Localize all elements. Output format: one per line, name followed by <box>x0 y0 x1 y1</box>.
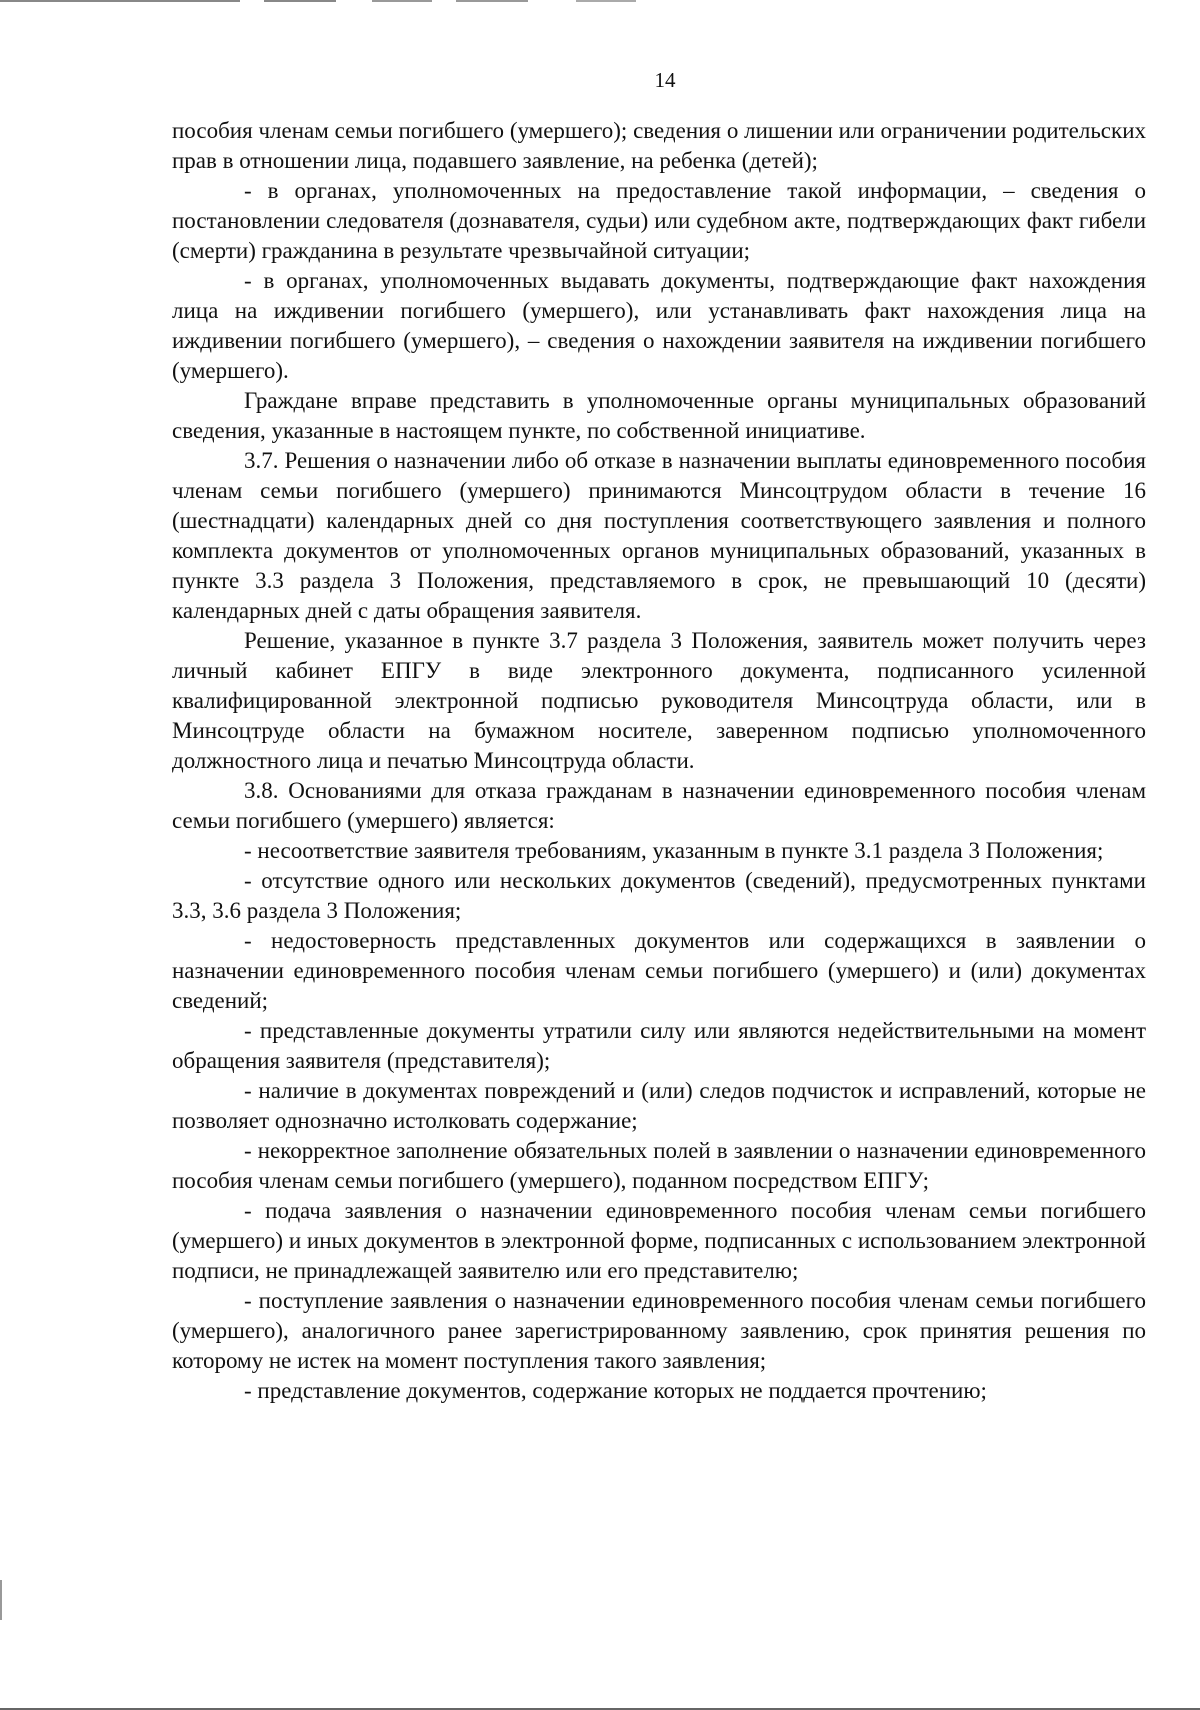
document-body <box>172 116 1146 1406</box>
list-item: - подача заявления о назначении единовременного пособия членам семьи погибшего (умершего) и иных документов в электронной форме, подписанных с использованием электронной подписи, не принадлежащей заявителю или его представителю; <box>172 1198 1146 1283</box>
paragraph: Решение, указанное в пункте 3.7 раздела 3 Положения, заявитель может получить через личный кабинет ЕПГУ в виде электронного документа, подписанного усиленной квалифицированной электронной подписью руководителя Минсоцтруда области, или в Минсоцтруде области на бумажном носителе, заверенном подписью уполномоченного должностного лица и печатью Минсоцтруда области. <box>172 628 1146 773</box>
page-number: 14 <box>654 68 676 92</box>
paragraph: - в органах, уполномоченных выдавать документы, подтверждающие факт нахождения лица на иждивении погибшего (умершего), или устанавливать факт нахождения лица на иждивении погибшего (умершего), – сведения о нахождении заявителя на иждивении погибшего (умершего). <box>172 268 1146 383</box>
scan-edge-left <box>0 1580 2 1620</box>
paragraph: Граждане вправе представить в уполномоченные органы муниципальных образований сведения, указанные в настоящем пункте, по собственной инициативе. <box>172 388 1146 443</box>
scan-edge-top <box>0 0 1200 2</box>
paragraph: 3.8. Основаниями для отказа гражданам в назначении единовременного пособия членам семьи погибшего (умершего) является: <box>172 778 1146 833</box>
list-item: - несоответствие заявителя требованиям, указанным в пункте 3.1 раздела 3 Положения; <box>244 838 1104 863</box>
paragraph: - в органах, уполномоченных на предоставление такой информации, – сведения о постановлении следователя (дознавателя, судьи) или судебном акте, подтверждающих факт гибели (смерти) гражданина в результате чрезвычайной ситуации; <box>172 178 1146 263</box>
list-item: - поступление заявления о назначении единовременного пособия членам семьи погибшего (умершего), аналогичного ранее зарегистрированному заявлению, срок принятия решения по которому не истек на момент поступления такого заявления; <box>172 1288 1146 1373</box>
list-item: - представленные документы утратили силу или являются недействительными на момент обращения заявителя (представителя); <box>172 1018 1146 1073</box>
list-item: - отсутствие одного или нескольких документов (сведений), предусмотренных пунктами 3.3, 3.6 раздела 3 Положения; <box>172 868 1146 923</box>
list-item: - представление документов, содержание которых не поддается прочтению; <box>244 1378 987 1403</box>
list-item: - недостоверность представленных документов или содержащихся в заявлении о назначении единовременного пособия членам семьи погибшего (умершего) и (или) документах сведений; <box>172 928 1146 1013</box>
list-item: - некорректное заполнение обязательных полей в заявлении о назначении единовременного пособия членам семьи погибшего (умершего), поданном посредством ЕПГУ; <box>172 1138 1146 1193</box>
list-item: - наличие в документах повреждений и (или) следов подчисток и исправлений, которые не позволяет однозначно истолковать содержание; <box>172 1078 1146 1133</box>
paragraph: пособия членам семьи погибшего (умершего); сведения о лишении или ограничении родительских прав в отношении лица, подавшего заявление, на ребенка (детей); <box>172 118 1146 173</box>
paragraph: 3.7. Решения о назначении либо об отказе в назначении выплаты единовременного пособия членам семьи погибшего (умершего) принимаются Минсоцтрудом области в течение 16 (шестнадцати) календарных дней со дня поступления соответствующего заявления и полного комплекта документов от уполномоченных органов муниципальных образований, указанных в пункте 3.3 раздела 3 Положения, представляемого в срок, не превышающий 10 (десяти) календарных дней с даты обращения заявителя. <box>172 448 1146 623</box>
